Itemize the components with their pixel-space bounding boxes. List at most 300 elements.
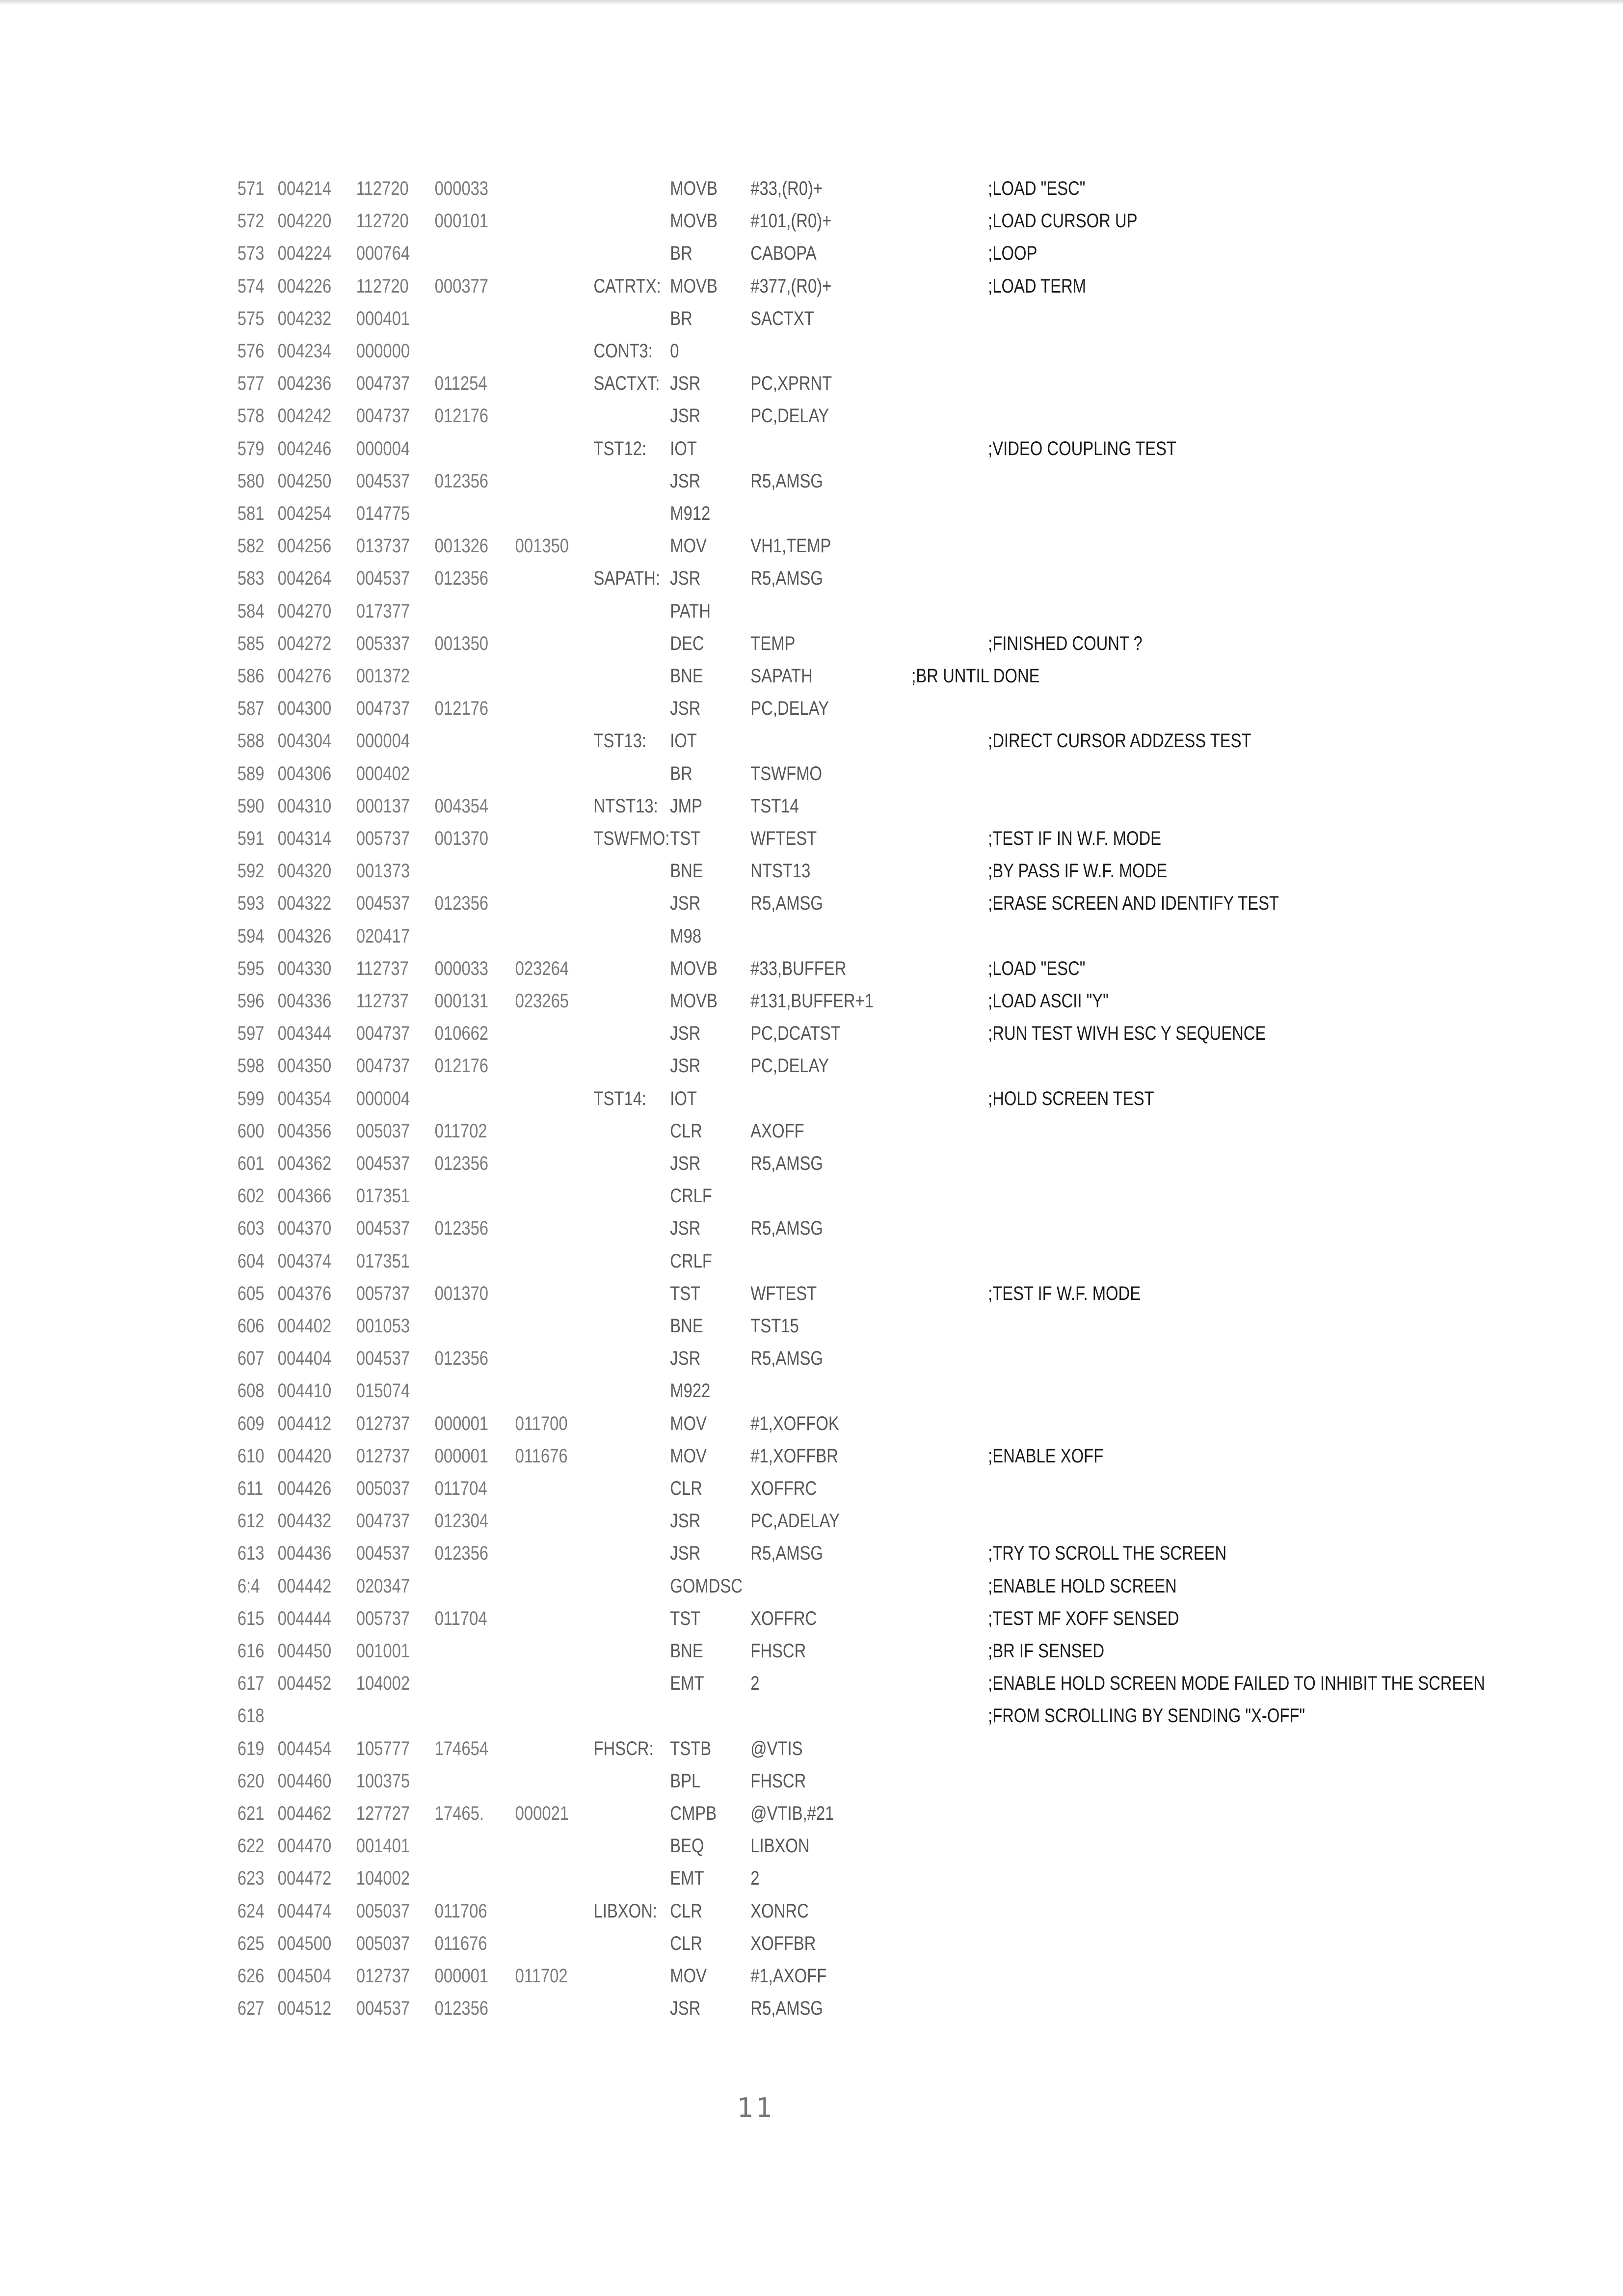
opcode: M912 <box>670 503 711 524</box>
opcode: JSR <box>670 373 701 394</box>
opcode: TST <box>670 828 701 849</box>
object-word-2: 012176 <box>434 1055 489 1077</box>
listing-line <box>0 205 1331 237</box>
source-label: NTST13: <box>593 795 658 817</box>
object-word-2: 012304 <box>434 1510 489 1532</box>
object-word-2: 010662 <box>434 1023 489 1044</box>
line-number: 573 <box>237 243 265 264</box>
address: 004306 <box>277 763 332 784</box>
opcode: BNE <box>670 1315 703 1337</box>
opcode: CMPB <box>670 1803 717 1824</box>
object-word-1: 004737 <box>356 1510 410 1532</box>
line-number: 604 <box>237 1250 265 1272</box>
operands: TST14 <box>750 795 799 817</box>
object-word-2: 000131 <box>434 990 489 1012</box>
comment: ;LOAD ASCII "Y" <box>988 990 1109 1012</box>
line-number: 583 <box>237 567 265 589</box>
listing-line <box>0 790 1331 822</box>
object-word-1: 000137 <box>356 795 410 817</box>
operands: R5,AMSG <box>750 567 823 589</box>
object-word-1: 015074 <box>356 1380 410 1402</box>
address: 004224 <box>277 243 332 264</box>
opcode: EMT <box>670 1673 704 1694</box>
object-word-1: 004737 <box>356 1055 410 1077</box>
object-word-1: 005737 <box>356 1608 410 1629</box>
address: 004356 <box>277 1120 332 1142</box>
operands: R5,AMSG <box>750 1217 823 1239</box>
listing-line <box>0 952 1331 985</box>
address: 004330 <box>277 958 332 979</box>
operands: PC,DELAY <box>750 405 829 427</box>
address: 004214 <box>277 178 332 199</box>
line-number: 608 <box>237 1380 265 1402</box>
listing-line <box>0 1700 1331 1732</box>
address: 004512 <box>277 1998 332 2019</box>
line-number: 627 <box>237 1998 265 2019</box>
object-word-2: 012356 <box>434 892 489 914</box>
address: 004500 <box>277 1933 332 1954</box>
line-number: 580 <box>237 470 265 492</box>
address: 004232 <box>277 308 332 329</box>
line-number: 619 <box>237 1738 265 1759</box>
operands: #1,XOFFBR <box>750 1445 838 1467</box>
source-label: CATRTX: <box>593 275 661 297</box>
line-number: 6:4 <box>237 1575 260 1597</box>
listing-line <box>0 1895 1331 1927</box>
comment: ;ERASE SCREEN AND IDENTIFY TEST <box>988 892 1279 914</box>
object-word-2: 011704 <box>434 1608 487 1629</box>
object-word-3: 011700 <box>515 1413 568 1434</box>
object-word-1: 105777 <box>356 1738 410 1759</box>
address: 004460 <box>277 1770 332 1792</box>
listing-line <box>0 1440 1331 1472</box>
object-word-3: 023264 <box>515 958 569 979</box>
comment: ;ENABLE HOLD SCREEN MODE FAILED TO INHIBIT THE SCREEN <box>988 1673 1485 1694</box>
object-word-2: 012356 <box>434 1153 489 1174</box>
address: 004420 <box>277 1445 332 1467</box>
source-label: LIBXON: <box>593 1900 657 1922</box>
comment: ;ENABLE XOFF <box>988 1445 1104 1467</box>
address: 004354 <box>277 1088 332 1109</box>
operands: #131,BUFFER+1 <box>750 990 874 1012</box>
object-word-2: 174654 <box>434 1738 489 1759</box>
operands: XOFFRC <box>750 1478 817 1499</box>
opcode: JSR <box>670 1542 701 1564</box>
address: 004474 <box>277 1900 332 1922</box>
listing-line <box>0 920 1331 952</box>
line-number: 621 <box>237 1803 265 1824</box>
object-word-1: 112737 <box>356 990 409 1012</box>
object-word-1: 001373 <box>356 860 410 882</box>
opcode: JSR <box>670 1153 701 1174</box>
object-word-1: 012737 <box>356 1965 410 1987</box>
line-number: 571 <box>237 178 265 199</box>
address: 004426 <box>277 1478 332 1499</box>
comment: ;TEST IF IN W.F. MODE <box>988 828 1162 849</box>
object-word-1: 005737 <box>356 1283 410 1304</box>
line-number: 616 <box>237 1640 265 1662</box>
operands: @VTIS <box>750 1738 803 1759</box>
object-word-1: 005037 <box>356 1900 410 1922</box>
source-label: SACTXT: <box>593 373 660 394</box>
object-word-2: 011676 <box>434 1933 487 1954</box>
listing-line <box>0 1115 1331 1147</box>
object-word-1: 001372 <box>356 665 410 687</box>
opcode: IOT <box>670 730 697 752</box>
line-number: 584 <box>237 600 265 622</box>
listing-line <box>0 237 1331 270</box>
address: 004336 <box>277 990 332 1012</box>
listing-line <box>0 1050 1331 1082</box>
object-word-3: 011676 <box>515 1445 568 1467</box>
object-word-2: 000001 <box>434 1965 489 1987</box>
object-word-1: 000004 <box>356 1088 410 1109</box>
operands: 2 <box>750 1673 760 1694</box>
opcode: CLR <box>670 1900 702 1922</box>
listing-line <box>0 270 1331 302</box>
object-word-1: 004537 <box>356 567 410 589</box>
line-number: 605 <box>237 1283 265 1304</box>
line-number: 585 <box>237 633 265 654</box>
object-word-1: 001001 <box>356 1640 410 1662</box>
address: 004310 <box>277 795 332 817</box>
opcode: JSR <box>670 470 701 492</box>
operands: VH1,TEMP <box>750 535 831 557</box>
opcode: MOV <box>670 1413 707 1434</box>
listing-line <box>0 302 1331 335</box>
object-word-1: 005037 <box>356 1120 410 1142</box>
object-word-1: 012737 <box>356 1445 410 1467</box>
listing-line <box>0 1960 1331 1992</box>
address: 004300 <box>277 698 332 719</box>
operands: TEMP <box>750 633 796 654</box>
address: 004404 <box>277 1348 332 1369</box>
listing-line <box>0 1245 1331 1277</box>
object-word-2: 011702 <box>434 1120 487 1142</box>
comment: ;BY PASS IF W.F. MODE <box>988 860 1168 882</box>
operands: FHSCR <box>750 1770 806 1792</box>
line-number: 606 <box>237 1315 265 1337</box>
operands: #1,XOFFOK <box>750 1413 839 1434</box>
object-word-1: 017351 <box>356 1250 410 1272</box>
listing-line <box>0 1797 1331 1830</box>
address: 004254 <box>277 503 332 524</box>
operands: FHSCR <box>750 1640 806 1662</box>
object-word-1: 001401 <box>356 1835 410 1857</box>
operands: WFTEST <box>750 1283 817 1304</box>
address: 004504 <box>277 1965 332 1987</box>
address: 004366 <box>277 1185 332 1207</box>
source-label: TST12: <box>593 438 647 459</box>
operands: R5,AMSG <box>750 1153 823 1174</box>
address: 004444 <box>277 1608 332 1629</box>
listing-line <box>0 1830 1331 1862</box>
operands: #101,(R0)+ <box>750 210 832 232</box>
line-number: 626 <box>237 1965 265 1987</box>
address: 004236 <box>277 373 332 394</box>
listing-line <box>0 1992 1331 2025</box>
object-word-1: 020417 <box>356 925 410 947</box>
listing-line <box>0 1407 1331 1440</box>
opcode: BR <box>670 308 692 329</box>
source-label: TST14: <box>593 1088 647 1109</box>
operands: R5,AMSG <box>750 1998 823 2019</box>
address: 004432 <box>277 1510 332 1532</box>
object-word-1: 005737 <box>356 828 410 849</box>
address: 004412 <box>277 1413 332 1434</box>
line-number: 622 <box>237 1835 265 1857</box>
address: 004242 <box>277 405 332 427</box>
address: 004452 <box>277 1673 332 1694</box>
operands: PC,XPRNT <box>750 373 832 394</box>
object-word-3: 001350 <box>515 535 569 557</box>
operands: PC,DELAY <box>750 698 829 719</box>
comment: ;ENABLE HOLD SCREEN <box>988 1575 1177 1597</box>
operands: XOFFBR <box>750 1933 816 1954</box>
object-word-1: 127727 <box>356 1803 410 1824</box>
listing-line <box>0 822 1331 855</box>
operands: NTST13 <box>750 860 811 882</box>
object-word-1: 104002 <box>356 1867 410 1889</box>
opcode: MOVB <box>670 210 718 232</box>
address: 004304 <box>277 730 332 752</box>
listing-line <box>0 855 1331 887</box>
opcode: MOV <box>670 1965 707 1987</box>
source-label: TST13: <box>593 730 647 752</box>
line-number: 590 <box>237 795 265 817</box>
line-number: 575 <box>237 308 265 329</box>
listing-line <box>0 1635 1331 1667</box>
object-word-3: 011702 <box>515 1965 568 1987</box>
comment: ;FINISHED COUNT ? <box>988 633 1143 654</box>
line-number: 613 <box>237 1542 265 1564</box>
object-word-2: 000377 <box>434 275 489 297</box>
line-number: 611 <box>237 1478 264 1499</box>
object-word-1: 000401 <box>356 308 410 329</box>
comment: ;DIRECT CURSOR ADDZESS TEST <box>988 730 1251 752</box>
operands: LIBXON <box>750 1835 810 1857</box>
opcode: 0 <box>670 340 679 362</box>
line-number: 601 <box>237 1153 265 1174</box>
listing-line <box>0 1862 1331 1894</box>
opcode: TST <box>670 1283 701 1304</box>
line-number: 618 <box>237 1705 265 1727</box>
object-word-2: 011706 <box>434 1900 487 1922</box>
line-number: 599 <box>237 1088 265 1109</box>
object-word-2: 012176 <box>434 698 489 719</box>
operands: TSWFMO <box>750 763 823 784</box>
line-number: 598 <box>237 1055 265 1077</box>
line-number: 594 <box>237 925 265 947</box>
comment: ;TEST IF W.F. MODE <box>988 1283 1141 1304</box>
line-number: 600 <box>237 1120 265 1142</box>
object-word-1: 112737 <box>356 958 409 979</box>
object-word-1: 004537 <box>356 1348 410 1369</box>
opcode: M922 <box>670 1380 711 1402</box>
object-word-2: 012356 <box>434 1998 489 2019</box>
opcode: CRLF <box>670 1250 712 1272</box>
address: 004402 <box>277 1315 332 1337</box>
address: 004270 <box>277 600 332 622</box>
address: 004276 <box>277 665 332 687</box>
object-word-2: 011254 <box>434 373 487 394</box>
line-number: 612 <box>237 1510 265 1532</box>
opcode: MOV <box>670 535 707 557</box>
listing-line <box>0 1082 1331 1115</box>
operands: PC,DELAY <box>750 1055 829 1077</box>
address: 004450 <box>277 1640 332 1662</box>
operands: CABOPA <box>750 243 817 264</box>
line-number: 610 <box>237 1445 265 1467</box>
opcode: JSR <box>670 1217 701 1239</box>
line-number: 620 <box>237 1770 265 1792</box>
opcode: JSR <box>670 1348 701 1369</box>
object-word-2: 012356 <box>434 1348 489 1369</box>
comment: ;LOAD TERM <box>988 275 1086 297</box>
listing-line <box>0 1927 1331 1960</box>
listing-line <box>0 1147 1331 1180</box>
address: 004374 <box>277 1250 332 1272</box>
line-number: 577 <box>237 373 265 394</box>
opcode: MOVB <box>670 275 718 297</box>
listing-line <box>0 465 1331 497</box>
object-word-2: 001370 <box>434 828 489 849</box>
address: 004256 <box>277 535 332 557</box>
address: 004226 <box>277 275 332 297</box>
line-number: 597 <box>237 1023 265 1044</box>
comment: ;RUN TEST WIVH ESC Y SEQUENCE <box>988 1023 1266 1044</box>
opcode: GOMDSC <box>670 1575 743 1597</box>
address: 004436 <box>277 1542 332 1564</box>
address: 004362 <box>277 1153 332 1174</box>
object-word-1: 004537 <box>356 1217 410 1239</box>
operands: XONRC <box>750 1900 809 1922</box>
opcode: BNE <box>670 1640 703 1662</box>
address: 004326 <box>277 925 332 947</box>
line-number: 623 <box>237 1867 265 1889</box>
object-word-2: 000033 <box>434 958 489 979</box>
opcode: MOVB <box>670 178 718 199</box>
listing-line <box>0 172 1331 205</box>
line-number: 624 <box>237 1900 265 1922</box>
line-number: 625 <box>237 1933 265 1954</box>
opcode: JSR <box>670 405 701 427</box>
operands: #33,(R0)+ <box>750 178 823 199</box>
opcode: TSTB <box>670 1738 712 1759</box>
object-word-1: 004537 <box>356 470 410 492</box>
operands: R5,AMSG <box>750 1542 823 1564</box>
object-word-2: 011704 <box>434 1478 487 1499</box>
line-number: 574 <box>237 275 265 297</box>
listing-line <box>0 432 1331 465</box>
comment: ;HOLD SCREEN TEST <box>988 1088 1154 1109</box>
listing-line <box>0 1570 1331 1602</box>
operands: SACTXT <box>750 308 814 329</box>
opcode: BNE <box>670 860 703 882</box>
line-number: 591 <box>237 828 265 849</box>
object-word-2: 012356 <box>434 1542 489 1564</box>
opcode: BR <box>670 763 692 784</box>
listing-line <box>0 1602 1331 1635</box>
object-word-1: 004537 <box>356 1998 410 2019</box>
opcode: JSR <box>670 1510 701 1532</box>
line-number: 593 <box>237 892 265 914</box>
opcode: BEQ <box>670 1835 704 1857</box>
object-word-1: 013737 <box>356 535 410 557</box>
listing-line <box>0 335 1331 367</box>
operands: #1,AXOFF <box>750 1965 827 1987</box>
object-word-1: 112720 <box>356 275 409 297</box>
opcode: CLR <box>670 1120 702 1142</box>
comment: ;LOAD "ESC" <box>988 958 1086 979</box>
listing-line <box>0 1732 1331 1765</box>
object-word-2: 012176 <box>434 405 489 427</box>
address: 004234 <box>277 340 332 362</box>
object-word-1: 000004 <box>356 730 410 752</box>
operands: TST15 <box>750 1315 799 1337</box>
listing-line <box>0 1537 1331 1569</box>
object-word-1: 004737 <box>356 405 410 427</box>
line-number: 595 <box>237 958 265 979</box>
address: 004370 <box>277 1217 332 1239</box>
object-word-1: 017351 <box>356 1185 410 1207</box>
object-word-1: 104002 <box>356 1673 410 1694</box>
opcode: CRLF <box>670 1185 712 1207</box>
listing-line <box>0 985 1331 1017</box>
object-word-1: 100375 <box>356 1770 410 1792</box>
line-number: 588 <box>237 730 265 752</box>
opcode: CLR <box>670 1933 702 1954</box>
page-number: 11 <box>737 2092 775 2123</box>
object-word-1: 001053 <box>356 1315 410 1337</box>
opcode: PATH <box>670 600 711 622</box>
opcode: JSR <box>670 892 701 914</box>
line-number: 582 <box>237 535 265 557</box>
opcode: CLR <box>670 1478 702 1499</box>
listing-line <box>0 1375 1331 1407</box>
object-word-1: 004737 <box>356 698 410 719</box>
line-number: 578 <box>237 405 265 427</box>
object-word-2: 17465. <box>434 1803 484 1824</box>
line-number: 592 <box>237 860 265 882</box>
line-number: 579 <box>237 438 265 459</box>
address: 004454 <box>277 1738 332 1759</box>
comment: ;LOOP <box>988 243 1038 264</box>
opcode: EMT <box>670 1867 704 1889</box>
object-word-1: 020347 <box>356 1575 410 1597</box>
opcode: M98 <box>670 925 702 947</box>
address: 004322 <box>277 892 332 914</box>
line-number: 572 <box>237 210 265 232</box>
opcode: IOT <box>670 1088 697 1109</box>
comment: ;TRY TO SCROLL THE SCREEN <box>988 1542 1227 1564</box>
source-label: FHSCR: <box>593 1738 654 1759</box>
line-number: 615 <box>237 1608 265 1629</box>
object-word-2: 000033 <box>434 178 489 199</box>
operands: R5,AMSG <box>750 892 823 914</box>
line-number: 576 <box>237 340 265 362</box>
address: 004462 <box>277 1803 332 1824</box>
object-word-3: 023265 <box>515 990 569 1012</box>
line-number: 602 <box>237 1185 265 1207</box>
object-word-1: 012737 <box>356 1413 410 1434</box>
address: 004470 <box>277 1835 332 1857</box>
address: 004350 <box>277 1055 332 1077</box>
operands: WFTEST <box>750 828 817 849</box>
line-number: 603 <box>237 1217 265 1239</box>
operands: SAPATH <box>750 665 813 687</box>
address: 004442 <box>277 1575 332 1597</box>
